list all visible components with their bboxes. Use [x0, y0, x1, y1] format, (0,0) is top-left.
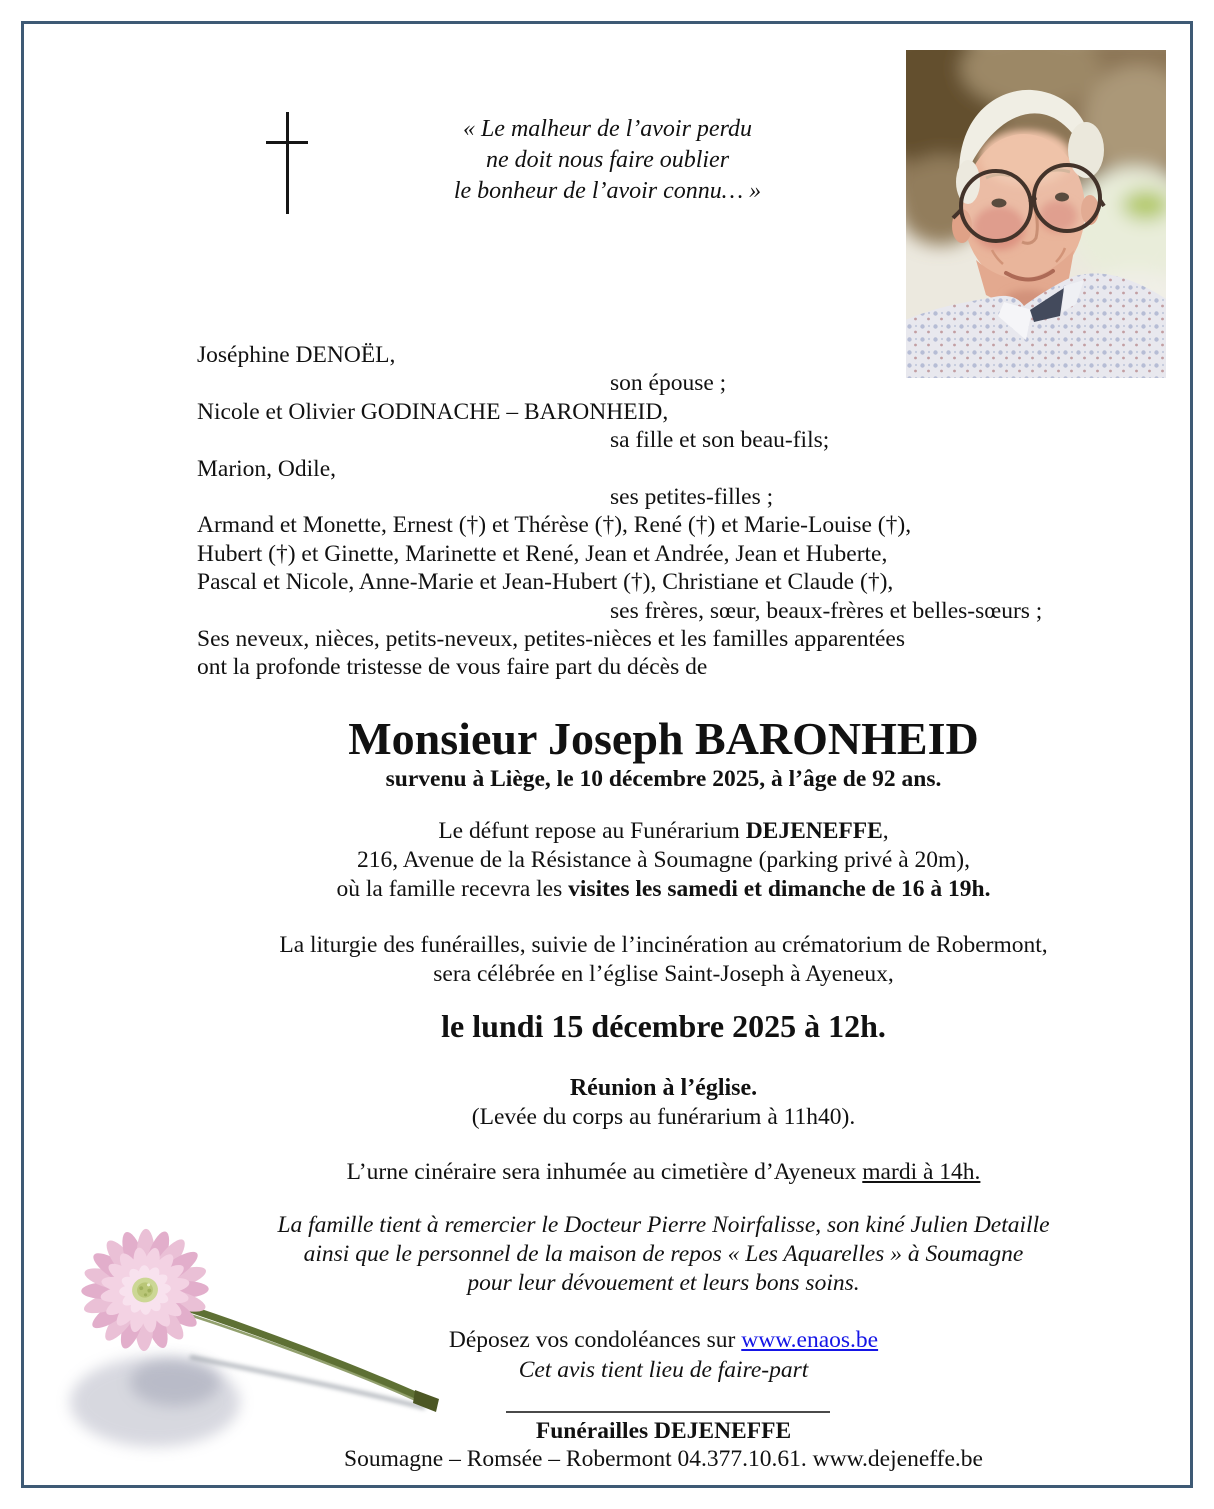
- family-line: Pascal et Nicole, Anne-Marie et Jean-Hubert (†), Christiane et Claude (†),: [197, 569, 894, 596]
- levee-note: (Levée du corps au funérarium à 11h40).: [471, 1104, 856, 1130]
- cross-horizontal-bar: [266, 141, 308, 144]
- visit-hours: visites les samedi et dimanche de 16 à 19h.: [568, 876, 991, 902]
- footer-divider: [506, 1411, 830, 1413]
- relation-line: son épouse ;: [610, 370, 727, 397]
- liturgy-info: [197, 931, 1130, 989]
- family-line: Ses neveux, nièces, petits-neveux, petites-nièces et les familles apparentées: [197, 626, 905, 653]
- enaos-link[interactable]: www.enaos.be: [741, 1327, 879, 1353]
- family-list: [197, 341, 1147, 682]
- urn-date: mardi à 14h.: [862, 1159, 981, 1185]
- funeral-home-name: DEJENEFFE: [745, 818, 883, 844]
- deceased-name: Monsieur Joseph BARONHEID: [348, 713, 979, 764]
- faire-part-notice: Cet avis tient lieu de faire-part: [518, 1357, 809, 1383]
- thanks-line-1: La famille tient à remercier le Docteur Pierre Noirfalisse, son kiné Julien Detaille: [277, 1212, 1050, 1238]
- quote-line-1: « Le malheur de l’avoir perdu: [462, 116, 753, 142]
- cross-vertical-bar: [286, 112, 289, 214]
- family-line: ont la profonde tristesse de vous faire part du décès de: [197, 654, 708, 681]
- portrait-photo: [906, 50, 1166, 378]
- condolences-line: Déposez vos condoléances sur www.enaos.be: [448, 1327, 879, 1353]
- liturgy-line-1: La liturgie des funérailles, suivie de l’incinération au crématorium de Robermont,: [279, 932, 1048, 958]
- epigraph-quote: [425, 114, 790, 207]
- thanks-line-3: pour leur dévouement et leurs bons soins.: [467, 1270, 860, 1296]
- quote-line-2: ne doit nous faire oublier: [485, 147, 730, 173]
- repose-info: [197, 817, 1130, 904]
- relation-line: sa fille et son beau-fils;: [610, 427, 830, 454]
- quote-line-3: le bonheur de l’avoir connu… »: [453, 178, 762, 204]
- repose-line-3: où la famille recevra les visites les samedi et dimanche de 16 à 19h.: [336, 876, 991, 902]
- ceremony-date: le lundi 15 décembre 2025 à 12h.: [441, 1008, 886, 1044]
- cross-icon: [260, 108, 320, 223]
- meeting-note: Réunion à l’église.: [569, 1075, 758, 1101]
- death-details: survenu à Liège, le 10 décembre 2025, à l’âge de 92 ans.: [385, 766, 942, 792]
- liturgy-line-2: sera célébrée en l’église Saint-Joseph à Ayeneux,: [433, 961, 894, 987]
- family-line: Joséphine DENOËL,: [197, 342, 396, 368]
- thanks-paragraph: [197, 1211, 1130, 1298]
- funeral-home-title: Funérailles DEJENEFFE: [535, 1418, 792, 1444]
- repose-line-2: 216, Avenue de la Résistance à Soumagne (parking privé à 20m),: [357, 847, 970, 873]
- relation-line: ses frères, sœur, beaux-frères et belles-sœurs ;: [610, 597, 1043, 624]
- family-line: Hubert (†) et Ginette, Marinette et René, Jean et Andrée, Jean et Huberte,: [197, 540, 888, 567]
- funeral-home-contact: Soumagne – Romsée – Robermont 04.377.10.61. www.dejeneffe.be: [344, 1446, 983, 1472]
- relation-line: ses petites-filles ;: [610, 484, 774, 511]
- thanks-line-2: ainsi que le personnel de la maison de repos « Les Aquarelles » à Soumagne: [303, 1241, 1024, 1267]
- urn-info: L’urne cinéraire sera inhumée au cimetière d’Ayeneux mardi à 14h.: [346, 1159, 981, 1185]
- repose-line-1: Le défunt repose au Funérarium DEJENEFFE,: [438, 818, 889, 844]
- family-line: Armand et Monette, Ernest (†) et Thérèse (†), René (†) et Marie-Louise (†),: [197, 512, 912, 539]
- family-line: Marion, Odile,: [197, 455, 337, 482]
- family-line: Nicole et Olivier GODINACHE – BARONHEID,: [197, 398, 669, 425]
